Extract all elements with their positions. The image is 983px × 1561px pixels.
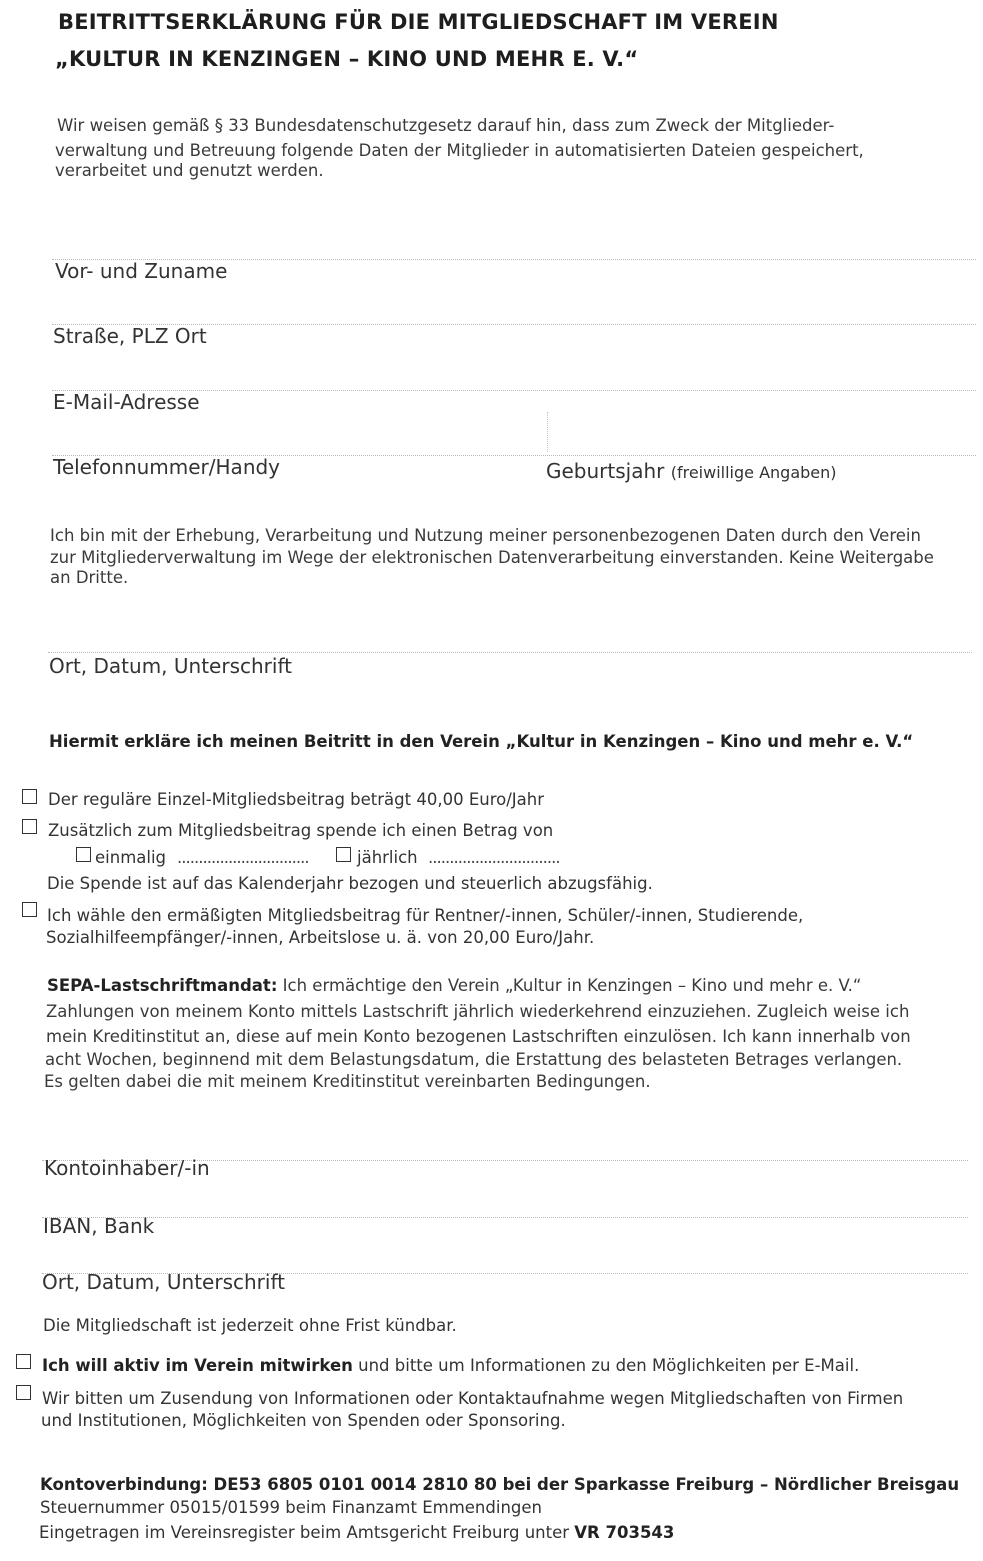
company-info-checkbox[interactable] bbox=[16, 1385, 31, 1400]
email-field-label: E-Mail-Adresse bbox=[53, 390, 200, 414]
form-title-line-1: BEITRITTSERKLÄRUNG FÜR DIE MITGLIEDSCHAFT IM VEREIN bbox=[58, 10, 779, 34]
sepa-line-1-text: Ich ermächtige den Verein „Kultur in Kenzingen – Kino und mehr e. V.“ bbox=[277, 976, 862, 995]
sepa-heading: SEPA-Lastschriftmandat: bbox=[47, 976, 278, 995]
birth-year-label-text: Geburtsjahr bbox=[546, 459, 665, 483]
sepa-signature-label: Ort, Datum, Unterschrift bbox=[42, 1270, 285, 1294]
sepa-line-4: acht Wochen, beginnend mit dem Belastungsdatum, die Erstattung des belasteten Betrages verlangen. bbox=[45, 1050, 903, 1069]
field-divider bbox=[547, 412, 548, 452]
donation-once-label: einmalig bbox=[95, 848, 167, 867]
iban-label: IBAN, Bank bbox=[43, 1214, 155, 1238]
membership-declaration: Hiermit erkläre ich meinen Beitritt in den Verein „Kultur in Kenzingen – Kino und mehr e. V.“ bbox=[49, 732, 914, 751]
company-info-label-line-1: Wir bitten um Zusendung von Informationen oder Kontaktaufnahme wegen Mitgliedschaften von Firmen bbox=[42, 1389, 904, 1408]
birth-year-field-label bbox=[546, 459, 837, 483]
sepa-line-3: mein Kreditinstitut an, diese auf mein Konto bezogenen Lastschriften einzulösen. Ich kann innerhalb von bbox=[46, 1027, 911, 1046]
donation-note: Die Spende ist auf das Kalenderjahr bezogen und steuerlich abzugsfähig. bbox=[47, 874, 653, 893]
iban-field-line[interactable] bbox=[42, 1217, 968, 1218]
donation-yearly-amount-field[interactable]: ............................... bbox=[428, 848, 560, 867]
birth-year-optional-note: (freiwillige Angaben) bbox=[670, 463, 837, 482]
reduced-fee-checkbox[interactable] bbox=[22, 902, 37, 917]
reduced-fee-label-line-1: Ich wähle den ermäßigten Mitgliedsbeitrag für Rentner/-innen, Schüler/-innen, Studierende, bbox=[47, 906, 804, 925]
footer-bank-details: Kontoverbindung: DE53 6805 0101 0014 2810 80 bei der Sparkasse Freiburg – Nördlicher Breisgau bbox=[40, 1475, 960, 1494]
consent-line-1: Ich bin mit der Erhebung, Verarbeitung und Nutzung meiner personenbezogenen Daten durch den Verein bbox=[50, 526, 921, 545]
name-field-label: Vor- und Zuname bbox=[55, 259, 228, 283]
donation-once-checkbox[interactable] bbox=[76, 847, 91, 862]
consent-line-3: an Dritte. bbox=[50, 568, 129, 587]
consent-line-2: zur Mitgliederverwaltung im Wege der elektronischen Datenverarbeitung einverstanden. Keine Weitergabe bbox=[50, 548, 934, 567]
sepa-line-1 bbox=[47, 975, 861, 997]
consent-signature-line[interactable] bbox=[48, 652, 972, 653]
regular-fee-checkbox[interactable] bbox=[22, 789, 37, 804]
sepa-line-2: Zahlungen von meinem Konto mittels Lastschrift jährlich wiederkehrend einzuziehen. Zugleich weise ich bbox=[46, 1002, 910, 1021]
account-holder-label: Kontoinhaber/-in bbox=[44, 1156, 210, 1180]
privacy-notice-line-3: verarbeitet und genutzt werden. bbox=[55, 161, 324, 180]
active-participation-text: und bitte um Informationen zu den Möglichkeiten per E-Mail. bbox=[352, 1356, 860, 1375]
privacy-notice-line-1: Wir weisen gemäß § 33 Bundesdatenschutzgesetz darauf hin, dass zum Zweck der Mitglieder- bbox=[57, 116, 835, 135]
donation-once-amount-field[interactable]: ............................... bbox=[177, 848, 309, 867]
footer-tax-number: Steuernummer 05015/01599 beim Finanzamt Emmendingen bbox=[40, 1498, 542, 1517]
donation-yearly-checkbox[interactable] bbox=[336, 847, 351, 862]
address-field-label: Straße, PLZ Ort bbox=[53, 324, 207, 348]
reduced-fee-label-line-2: Sozialhilfeempfänger/-innen, Arbeitslose u. ä. von 20,00 Euro/Jahr. bbox=[46, 928, 595, 947]
regular-fee-label: Der reguläre Einzel-Mitgliedsbeitrag beträgt 40,00 Euro/Jahr bbox=[48, 790, 544, 809]
donation-label: Zusätzlich zum Mitgliedsbeitrag spende ich einen Betrag von bbox=[48, 821, 554, 840]
phone-field-label: Telefonnummer/Handy bbox=[53, 455, 281, 479]
company-info-label-line-2: und Institutionen, Möglichkeiten von Spenden oder Sponsoring. bbox=[41, 1411, 566, 1430]
active-participation-bold-text: Ich will aktiv im Verein mitwirken bbox=[42, 1356, 353, 1375]
consent-signature-label: Ort, Datum, Unterschrift bbox=[49, 654, 292, 678]
active-participation-checkbox[interactable] bbox=[16, 1354, 31, 1369]
footer-register-number: VR 703543 bbox=[574, 1523, 675, 1542]
sepa-line-5: Es gelten dabei die mit meinem Kreditinstitut vereinbarten Bedingungen. bbox=[44, 1072, 651, 1091]
privacy-notice-line-2: verwaltung und Betreuung folgende Daten der Mitglieder in automatisierten Dateien gespeichert, bbox=[55, 141, 864, 160]
donation-checkbox[interactable] bbox=[22, 819, 37, 834]
donation-yearly-label: jährlich bbox=[357, 848, 418, 867]
footer-register bbox=[39, 1523, 674, 1542]
form-title-line-2: „KULTUR IN KENZINGEN – KINO UND MEHR E. V.“ bbox=[55, 47, 639, 71]
cancellation-note: Die Mitgliedschaft ist jederzeit ohne Frist kündbar. bbox=[43, 1316, 457, 1335]
footer-register-text: Eingetragen im Vereinsregister beim Amtsgericht Freiburg unter bbox=[39, 1523, 575, 1542]
active-participation-label bbox=[42, 1356, 859, 1375]
